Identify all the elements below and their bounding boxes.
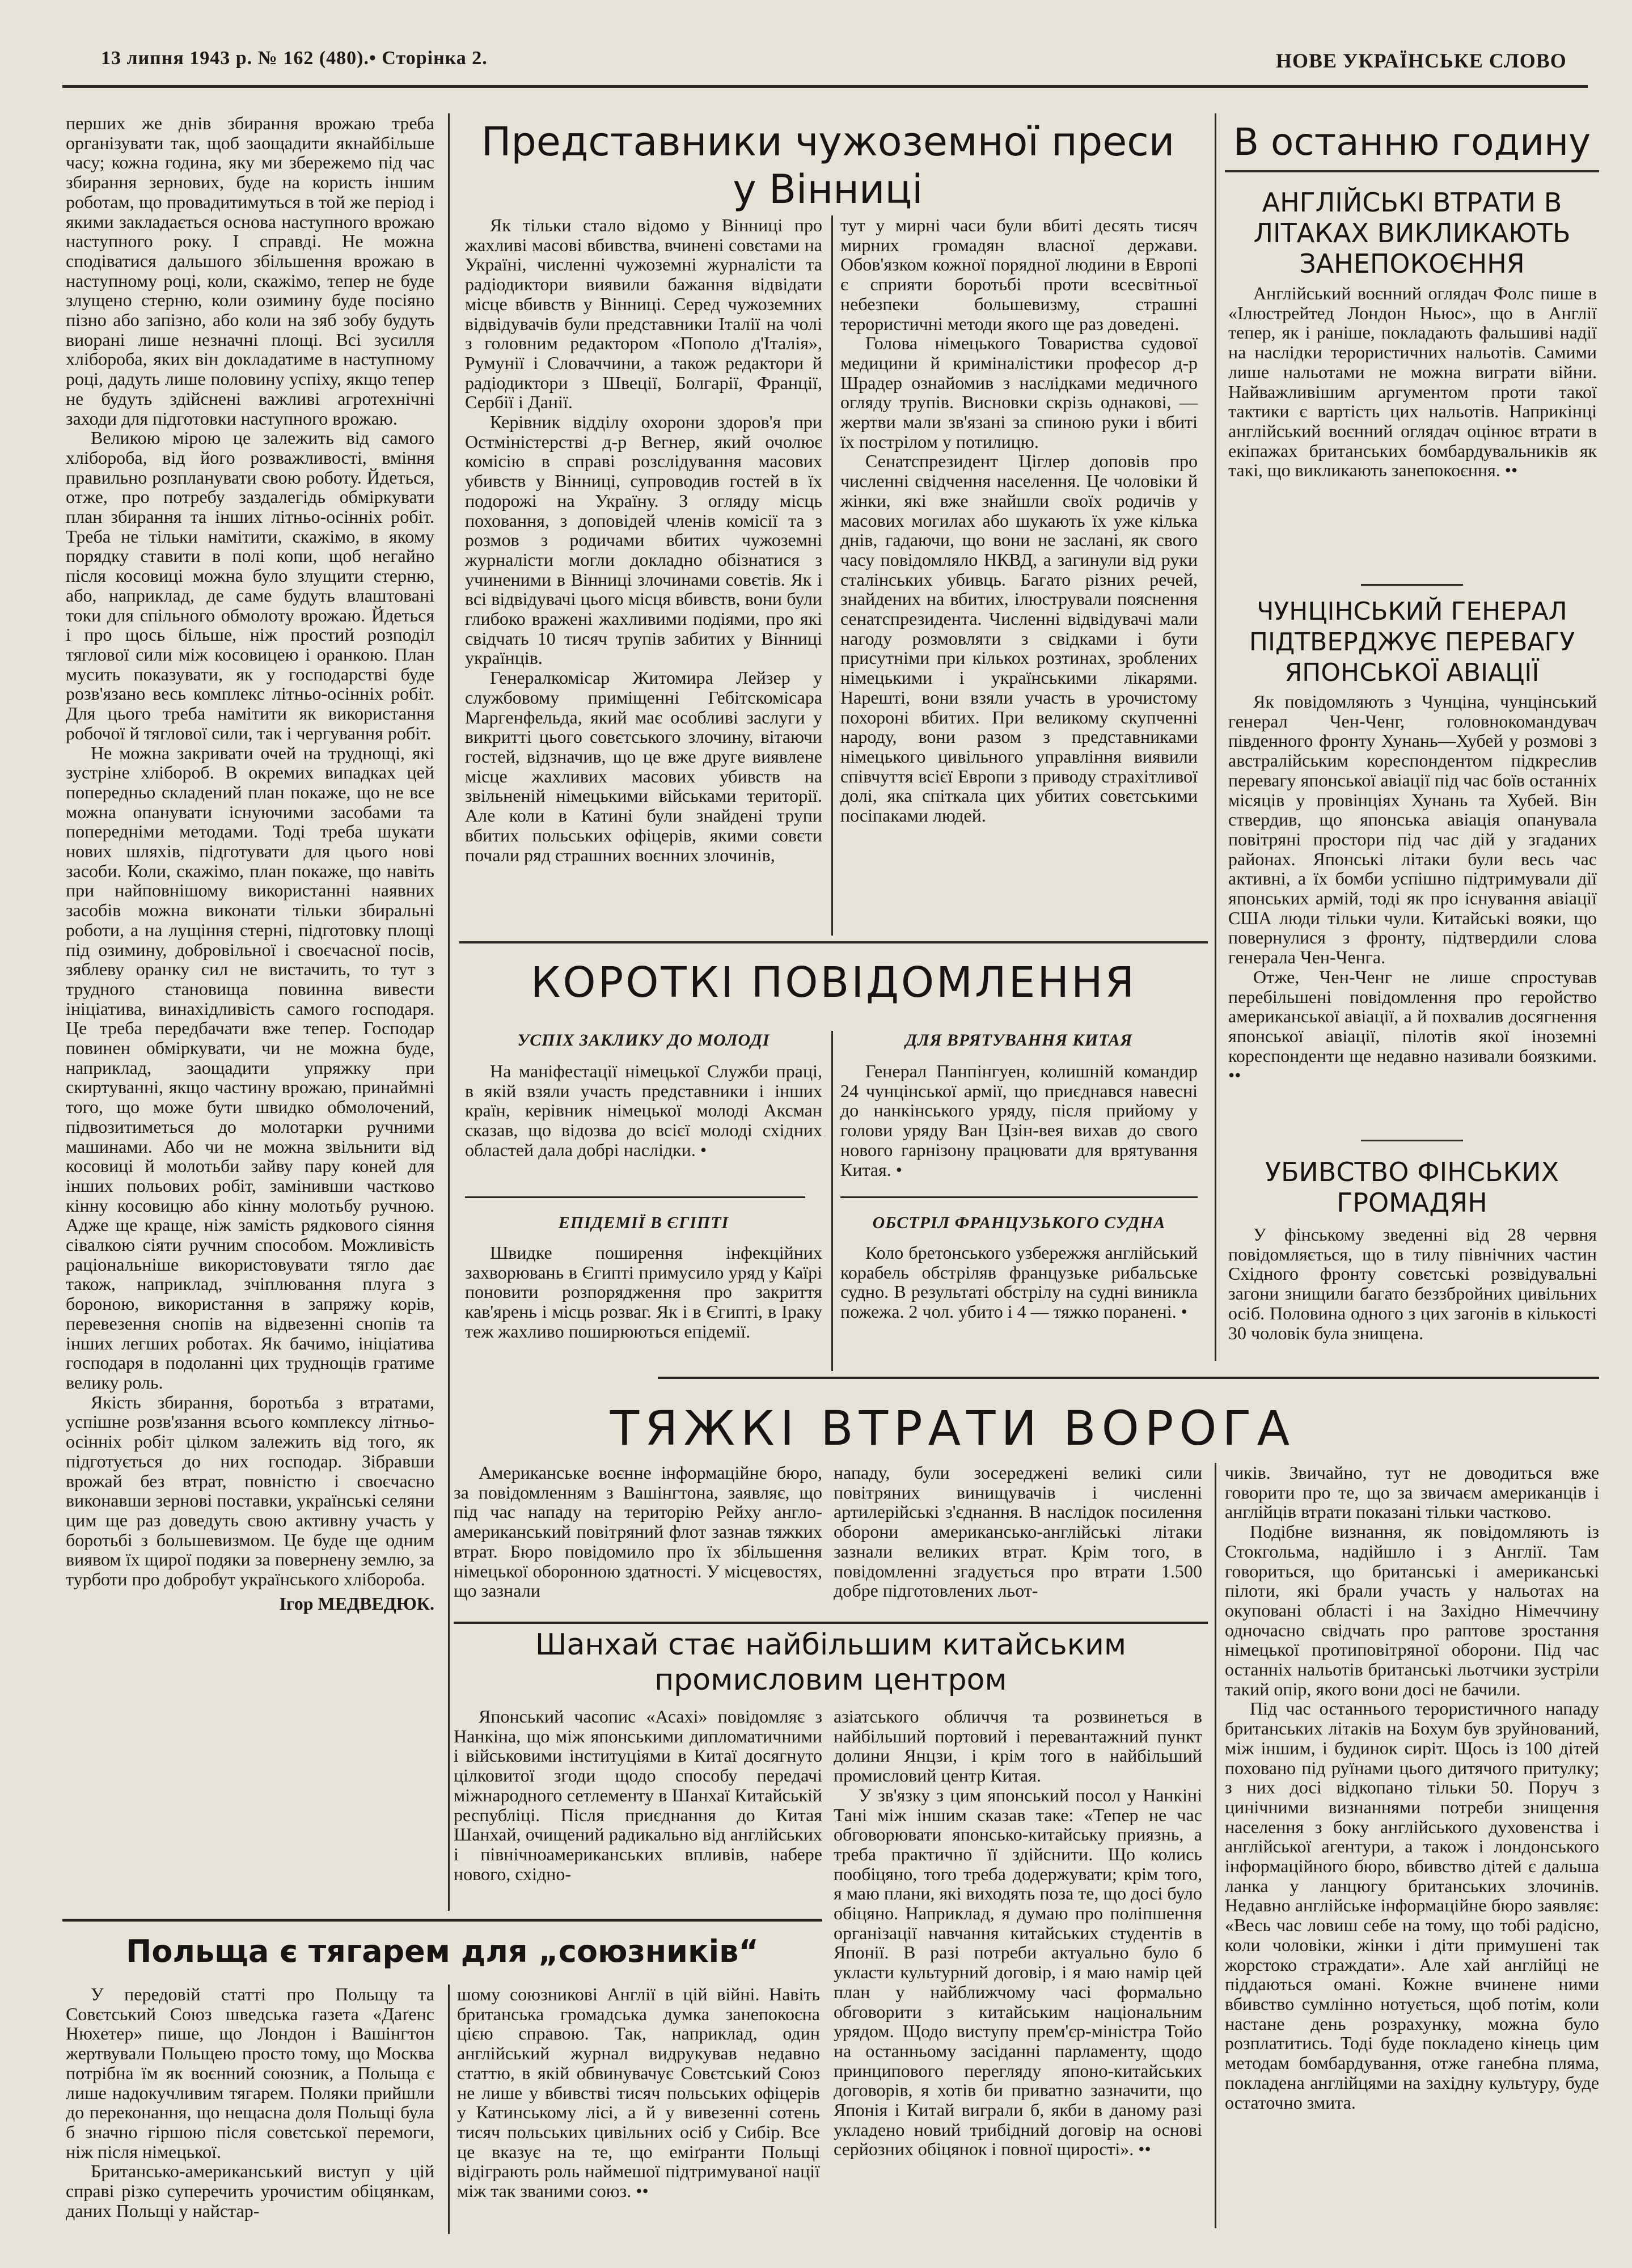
short-rule — [1361, 584, 1463, 586]
foreign-press-paragraph: Як тільки стало відомо у Вінниці про жахливі масові вбивства, вчинені совєтами на Україні, численні чужоземні журналісти та радіодиктори виявили бажання відвідати місце вбивств у Вінниці. Серед чужоземних відвідувачів були представники Італії на чолі з головним редактором «Пополо д'Італія», Румунії і Словаччини, а також редактори й радіодиктори з Швеції, Болгарії, Франції, Сербії і Данії. — [465, 215, 822, 413]
short-news-item-title: ОБСТРІЛ ФРАНЦУЗЬКОГО СУДНА — [872, 1213, 1166, 1232]
last-hour-rule — [1225, 170, 1599, 172]
short-news-item-body — [465, 1243, 822, 1342]
farm-article-body — [66, 113, 434, 1613]
farm-paragraph: Якість збирання, боротьба з втратами, успішне розв'язання всього комплексу літньо-осінніх робіт цілком залежить від того, як підготується до них господар. Зібравши врожай без втрат, повністю і своєчасно виконавши зернові поставки, українські селяни цим ще раз доведуть свою активну участь у боротьбі з большевизмом. Це буде ще одним виявом їх щирої подяки за повернену землю, за турботи про добробут українського хлібороба. — [66, 1391, 434, 1590]
poland-col-a — [66, 1984, 434, 2220]
heavy-losses-col-c — [1225, 1463, 1599, 2112]
short-news-item-title: ЕПІДЕМІЇ В ЄГІПТІ — [558, 1213, 729, 1232]
shanghai-top-rule — [454, 1622, 1208, 1624]
column-divider — [831, 1031, 833, 1371]
issue-date-line: 13 липня 1943 р. № 162 (480).• Сторінка 2. — [101, 48, 488, 69]
short-news-item-title: ДЛЯ ВРЯТУВАННЯ КИТАЯ — [905, 1031, 1133, 1050]
poland-col-b — [457, 1984, 820, 2201]
heavy-losses-text: Подібне визнання, як повідомляють із Стокгольма, надійшло і з Англії. Там говориться, що британські і американські пілоти, які брали участь у нальотах на окуповані області і на Західно Німеччину одночасно свідчать про раптове зростання німецької протиповітряної оборони. Під час останніх нальотів британські льотчики зустріли такий опір, якого вони досі не бачили. — [1225, 1521, 1599, 1699]
heavy-losses-text: Американське воєнне інформаційне бюро, за повідомленням з Вашінгтона, заявляє, що під час нападу на територію Рейху англо-американський повітряний флот зазнав тяжких втрат. Бюро повідомило про їх збільшення німецької оборонною здатності. У місцевостях, що зазнали — [454, 1462, 822, 1601]
last-hour-heading: В останню годину — [1233, 120, 1591, 164]
last-hour-article2-text: Як повідомляють з Чунціна, чунцінський генерал Чен-Ченг, головнокомандувач південного фронту Хунань—Хубей у розмові з австралійським кореспондентом підкреслив перевагу японської авіації під час боїв останніх місяців у провінціях Хунань та Хубей. Він ствердив, що японська авіація опанувала повітряні простори під час дій у згаданих районах. Японські літаки були весь час активні, а їх бомби успішно підтримували дії японських армій, тоді як про існування авіації США люди тільки чули. Китайські вояки, що повернулися з фронту, підтвердили слова генерала Чен-Ченга. — [1228, 691, 1597, 968]
last-hour-article2-title: ЧУНЦІНСЬКИЙ ГЕНЕРАЛ ПІДТВЕРДЖУЄ ПЕРЕВАГУ ЯПОНСЬКОЇ АВІАЦІЇ — [1249, 597, 1575, 687]
farm-paragraph: перших же днів збирання врожаю треба організувати так, щоб заощадити якнайбільше часу; кожна година, яку ми збережемо під час збирання зернових, буде на користь іншим роботам, що провадитимуться в той же період і якими закладається основа наступного врожаю наступного року. І справді. Не можна сподіватися дальшого збільшення врожаю в наступному році, коли, скажімо, тепер не буде злущено стерню, коли озимину буде посіяно пізно або запізно, або коли на зяб зобу будуть виорані лише незначні площі. Всі зусилля хлібороба, яких він докладатиме в наступному році, дадуть лише половину успіху, якщо тепер не будуть здійснені важливі агротехнічні заходи для підготовки наступного врожаю. — [66, 113, 434, 429]
last-hour-article3-body — [1228, 1225, 1597, 1343]
foreign-press-title-line1: Представники чужоземної преси — [481, 119, 1175, 165]
heavy-losses-top-rule — [658, 1377, 1599, 1379]
header-rule — [62, 85, 1588, 88]
shanghai-title-line2: промисловим центром — [654, 1663, 1007, 1697]
foreign-press-col-b — [840, 215, 1198, 826]
short-news-item-text: Швидке поширення інфекційних захворювань в Єгипті примусило уряд у Каїрі поновити розпорядження про закриття кав'ярень і місць розваг. Як і в Єгипті, в Іраку теж жахливо поширюються епідемії. — [465, 1242, 822, 1342]
column-divider — [831, 215, 833, 936]
poland-text: шому союзникові Англії в цій війні. Навіть британська громадська думка занепокоєна цією справою. Так, наприклад, один англійський журнал видрукував недавно статтю, в якій обвинувачує Совєтський Союз не лише у вбивстві тисяч польських офіцерів у Катинському лісі, а й у вивезенні сотень тисяч польських цивільних осіб у Сибір. Все це вказує на те, що еміґранти Польщі відіграють роль наймешої підтримуваної нації між так званими союз. •• — [457, 1984, 820, 2202]
short-news-item-text: Генерал Панпінгуен, колишній командир 24 чунцінської армії, що приєднався навесні до нанкінського уряду, після прийому у голови уряду Ван Цзін-вея вихав до свого нового гарнізону працювати для врятування Китая. • — [840, 1061, 1198, 1180]
poland-text: У передовій статті про Польщу та Совєтський Союз шведська газета «Даґенс Нюхетер» пише, що Лондон і Вашінгтон жертвували Польщею просто тому, що Москва потрібна їм як воєнний союзник, а Польща є лише надокучливим тягарем. Поляки прийшли до переконання, що нещасна доля Польщі була б значно гіршою після совєтської перемоги, ніж після німецької. — [66, 1984, 434, 2162]
short-news-item-text: Коло бретонського узбережжя англійський корабель обстріляв французьке рибальське судно. В результаті обстрілу на судні виникла пожежа. 2 чол. убито і 4 — тяжко поранені. • — [840, 1242, 1198, 1322]
short-news-heading: КОРОТКІ ПОВІДОМЛЕННЯ — [530, 958, 1137, 1007]
last-hour-article3-text: У фінському зведенні від 28 червня повідомляється, що в тилу північних частин Східного фронту совєтські розвідувальні загони знищили багато беззбройних цивільних осіб. Половина одного з цих загонів в кількості 30 чоловік була знищена. — [1228, 1224, 1597, 1343]
last-hour-article2-text: Отже, Чен-Ченг не лише спростував перебільшені повідомлення про геройство американської авіації, а й похвалив досягнення японської авіації, пілотів якої іноземні кореспонденти ще недавно називали боязкими. •• — [1228, 966, 1597, 1086]
shanghai-text: азіатського обличчя та розвинеться в найбільший портовий і перевантажний пункт долини Янцзи, і крім того в найбільший промисловий центр Китая. — [834, 1706, 1202, 1786]
short-news-item-body — [465, 1061, 822, 1160]
shanghai-title — [454, 1627, 1208, 1698]
last-hour-article2-body — [1228, 692, 1597, 1085]
short-news-top-rule — [459, 941, 1208, 943]
short-news-item-title: УСПІХ ЗАКЛИКУ ДО МОЛОДІ — [517, 1031, 770, 1050]
foreign-press-paragraph: тут у мирні часи були вбиті десять тисяч мирних громадян власної держави. Обов'язком кожної порядної людини в Европі є сприяти боротьбі проти всесвітньої небезпеки большевизму, страшні терористичні методи якого ще раз доведені. — [840, 215, 1198, 334]
shanghai-text: У зв'язку з цим японський посол у Нанкіні Тані між іншим сказав таке: «Тепер не час обговорювати японсько-китайську приязнь, а треба практично її здійснити. Що колись пообіцяно, того треба додержувати; крім того, я маю плани, які виходять поза те, що досі було обіцяно. Наприклад, я думаю про поліпшення організації навчання китайських студентів в Японії. В разі потреби актуально було б укласти культурний договір, і я маю намір цей план у найближчому часі формально обговорити з китайським національним урядом. Щодо виступу прем'єр-міністра Тойо на останньому засіданні парламенту, щодо принципового перегляду японо-китайських договорів, я хотів би приватно зазначити, що Японія і Китай виграли б, якби в даному разі укладено новий трибідний договір на основі серйозних обіцянок і повної щирості». •• — [834, 1784, 1202, 2160]
column-divider — [448, 1984, 450, 2234]
shanghai-col-b — [834, 1707, 1202, 2159]
short-news-item-text: На маніфестації німецької Служби праці, в якій взяли участь представники і інших країн, керівник німецької молоді Аксман сказав, що відозва до всієї молоді східних областей дала добрі наслідки. • — [465, 1061, 822, 1160]
heavy-losses-text: нападу, були зосереджені великі сили повітряних винищувачів і численні артилерійські з'єднання. В наслідок посилення оборони американсько-англійські літаки зазнали великих втрат. Крім того, в повідомленні згадується про втрати 1.500 добре підготовлених льот- — [834, 1462, 1202, 1601]
shanghai-col-a — [454, 1707, 822, 1884]
short-news-mid-rule — [465, 1196, 805, 1198]
poland-text: Британсько-американський виступ у цій справі різко суперечить урочистим обіцянкам, даних Польщі у найстар- — [66, 2161, 434, 2221]
foreign-press-paragraph: Керівник відділу охорони здоров'я при Остміністерстві д-р Вегнер, який очолює комісію в справі розслідування масових убивств у Вінниці, супроводив гостей в їх подорожі на Україну. З огляду місць поховання, з доповідей членів комісії та з розмов з родичами вбитих чужоземні журналісти могли докладно обізнатися з учиненими в Вінниці злочинами совєтів. Як і всі відвідувачі цього місця вбивств, вони були глибоко вражені жахливими подіями, про які свідчать 10 тисяч трупів забитих у Вінниці українців. — [465, 412, 822, 668]
last-hour-article1-body — [1228, 284, 1597, 480]
foreign-press-title-line2: у Вінниці — [733, 166, 923, 213]
short-news-mid-rule — [840, 1196, 1198, 1198]
newspaper-name: НОВЕ УКРАЇНСЬКЕ СЛОВО — [1276, 49, 1567, 72]
short-rule — [1361, 1140, 1463, 1141]
poland-title: Польща є тягарем для „союзників“ — [126, 1933, 759, 1969]
heavy-losses-heading: ТЯЖКІ ВТРАТИ ВОРОГА — [610, 1400, 1296, 1456]
farm-paragraph: Великою мірою це залежить від самого хлібороба, від його розважливості, вміння правильно розпланувати свою роботу. Йдеться, отже, про потребу заздалегідь обміркувати план збирання та інших літньо-осінніх робіт. Треба не тільки намітити, скажімо, в якому порядку ставити в полі копи, щоб негайно після косовиці можна було злущити стерню, або, наприклад, де саме будуть влаштовані токи для спільного обмолоту врожаю. Йдеться і про щось більше, ніж простий розподіл тяглової сили між косовицею і оранкою. План мусить показувати, як у господарстві буде розв'язано весь комплекс літньо-осінніх робіт. Для цього треба намітити як використання робочої й тяглової сили, так і чергування робіт. — [66, 428, 434, 743]
heavy-losses-col-a — [454, 1463, 822, 1601]
foreign-press-paragraph: Сенатспрезидент Ціглер доповів про численні свідчення населення. Це чоловіки й жінки, які вже знайшли своїх родичів у масових могилах або шукають їх уже кілька днів, гадаючи, що вони не заслані, як свого часу повідомляло НКВД, а загинули від руки сталінських убивць. Багато різних речей, знайдених на вбитих, ілюстрували пояснення сенатспрезидента. Численні відвідувачі мали нагоду розмовляти з свідками і бути присутніми при кількох розтинах, зроблених німецькими і українськими лікарями. Нарешті, вони взяли участь в урочистому похороні вбитих. При великому скупченні народу, вони разом з представниками німецького цивільного управління виявили співчуття всієї Европи з приводу страхітливої долі, яка спіткала цих убитих совєтськими посіпаками людей. — [840, 451, 1198, 826]
column-divider — [1215, 1463, 1216, 2228]
last-hour-article1-text: Англійський воєнний оглядач Фолс пише в «Ілюстрейтед Лондон Ньюс», що в Англії тепер, як і раніше, покладають фальшиві надії на наслідки терористичних нальотів. Самими лише нальотами не можна виграти війни. Найважливішим аргументом проти такої тактики є вартість цих нальотів. Наприкінці англійський воєнний оглядач оцінює втрати в екіпажах британських бомбардувальників як такі, що викликають занепокоєння. •• — [1228, 283, 1597, 481]
foreign-press-paragraph: Голова німецького Товариства судової медицини й криміналістики професор д-р Шрадер ознайомив з наслідками медичного огляду трупів. Висновки скрізь однакові, — жертви мали зв'язані за спиною руки і вбиті їх пострілом у потилицю. — [840, 333, 1198, 452]
last-hour-article3-title: УБИВСТВО ФІНСЬКИХ ГРОМАДЯН — [1265, 1157, 1559, 1218]
foreign-press-paragraph: Генералкомісар Житомира Лейзер у службовому приміщенні Гебітскомісара Маргенфельда, який має особливі заслуги у викритті цього совєтського злочину, вітаючи гостей, відзначив, що це вже друге виявлене місце жахливих масових убивств на звільненій німецькими військами території. Але коли в Катині були знайдені трупи вбитих польських офіцерів, якими совєти почали ряд страшних воєнних злочинів, — [465, 667, 822, 865]
shanghai-title-line1: Шанхай стає найбільшим китайським — [535, 1628, 1127, 1662]
heavy-losses-col-b — [834, 1463, 1202, 1601]
bochum-text: Під час останнього терористичного нападу британських літаків на Бохум був зруйнований, між іншим, і будинок сиріт. Щось із 100 дітей поховано під руїнами цього дитячого притулку; з них досі відкопано тільки 50. Поруч з цинічними визнаннями потреби знищення населення з боку англійського духовенства і англійської агентури, а також і лондонського інформаційного бюро, вбивство дітей є дальша ланка у ланцюгу британських злочинів. Недавно англійське інформаційне бюро заявляє: «Весь час ловиш себе на тому, що тобі радісно, коли чоловіки, жінки і діти примушені так жорстоко страждати». Але хай англійці не піддаються омані. Кожне вчинене ними вбивство сумлінно нотується, щоб потім, коли настане день розрахунку, можна було розплатитись. Тоді буде покладено кінець цим методам бомбардування, отже ганебна пляма, покладена англійцями на західну культуру, буде остаточно змита. — [1225, 1698, 1599, 2113]
farm-paragraph: Не можна закривати очей на труднощі, які зустріне хлібороб. В окремих випадках цей попередньо складений план покаже, що не все можна опанувати існуючими засобами та попередніми методами. Тоді треба шукати нових шляхів, підготувати для цього нові засоби. Коли, скажімо, план покаже, що навіть при найповнішому використанні наявних засобів можна виконати тільки збиральні роботи, а на лущіння стерні, підготовку площі під озимину, добровільної і своєчасної посів, зяблеву оранку сил не вистачить, то тут з трудного становища повинна вивести ініціатива, винахідливість самого господаря. Це треба передбачати вже тепер. Господар повинен обміркувати, чи не можна буде, наприклад, заощадити упряжку при скиртуванні, якщо частину врожаю, принаймні того, що може бути швидко обмолочений, підвозитиметься до молотарки ручними машинами. Або чи не можна звільнити від косовиці й молотьби зайву пару коней для інших польових робіт, замінивши частково кінну косовицю або кінну молотьбу ручною. Адже ще краще, ніж замість рядкового сіяння сівалкою сіяти ручним способом. Можливість раціональніше використовувати тягло дає також, наприклад, зчіплювання плуга з бороною, використання в запряжу корів, перевезення снопів на відвезенні снопів та інших легших роботах. Як бачимо, ініціатива господаря в подоланні цих труднощів гратиме велику роль. — [66, 742, 434, 1393]
shanghai-text: Японський часопис «Асахі» повідомляє з Нанкіна, що між японськими дипломатичними і військовими інституціями в Китаї досягнуто цілковитої згоди щодо способу передачі міжнародного сетлементу в Шанхаї Китайській республіці. Після приєднання до Китая Шанхай, очищений радикально від англійських і північноамериканських впливів, набере нового, східно- — [454, 1706, 822, 1884]
short-news-item-body — [840, 1061, 1198, 1179]
last-hour-article1-title: АНГЛІЙСЬКІ ВТРАТИ В ЛІТАКАХ ВИКЛИКАЮТЬ ЗАНЕПОКОЄННЯ — [1253, 187, 1571, 279]
foreign-press-col-a — [465, 215, 822, 865]
column-divider — [1215, 113, 1216, 1361]
poland-top-rule — [62, 1919, 822, 1922]
heavy-losses-text: чиків. Звичайно, тут не доводиться вже говорити про те, що за звичаєм американців і англійців втрати показані тільки частково. — [1225, 1462, 1599, 1522]
short-news-item-body — [840, 1243, 1198, 1322]
foreign-press-title — [454, 118, 1202, 213]
farm-signature: Ігор МЕДВЕДЮК. — [279, 1593, 434, 1614]
column-divider — [448, 113, 450, 1911]
